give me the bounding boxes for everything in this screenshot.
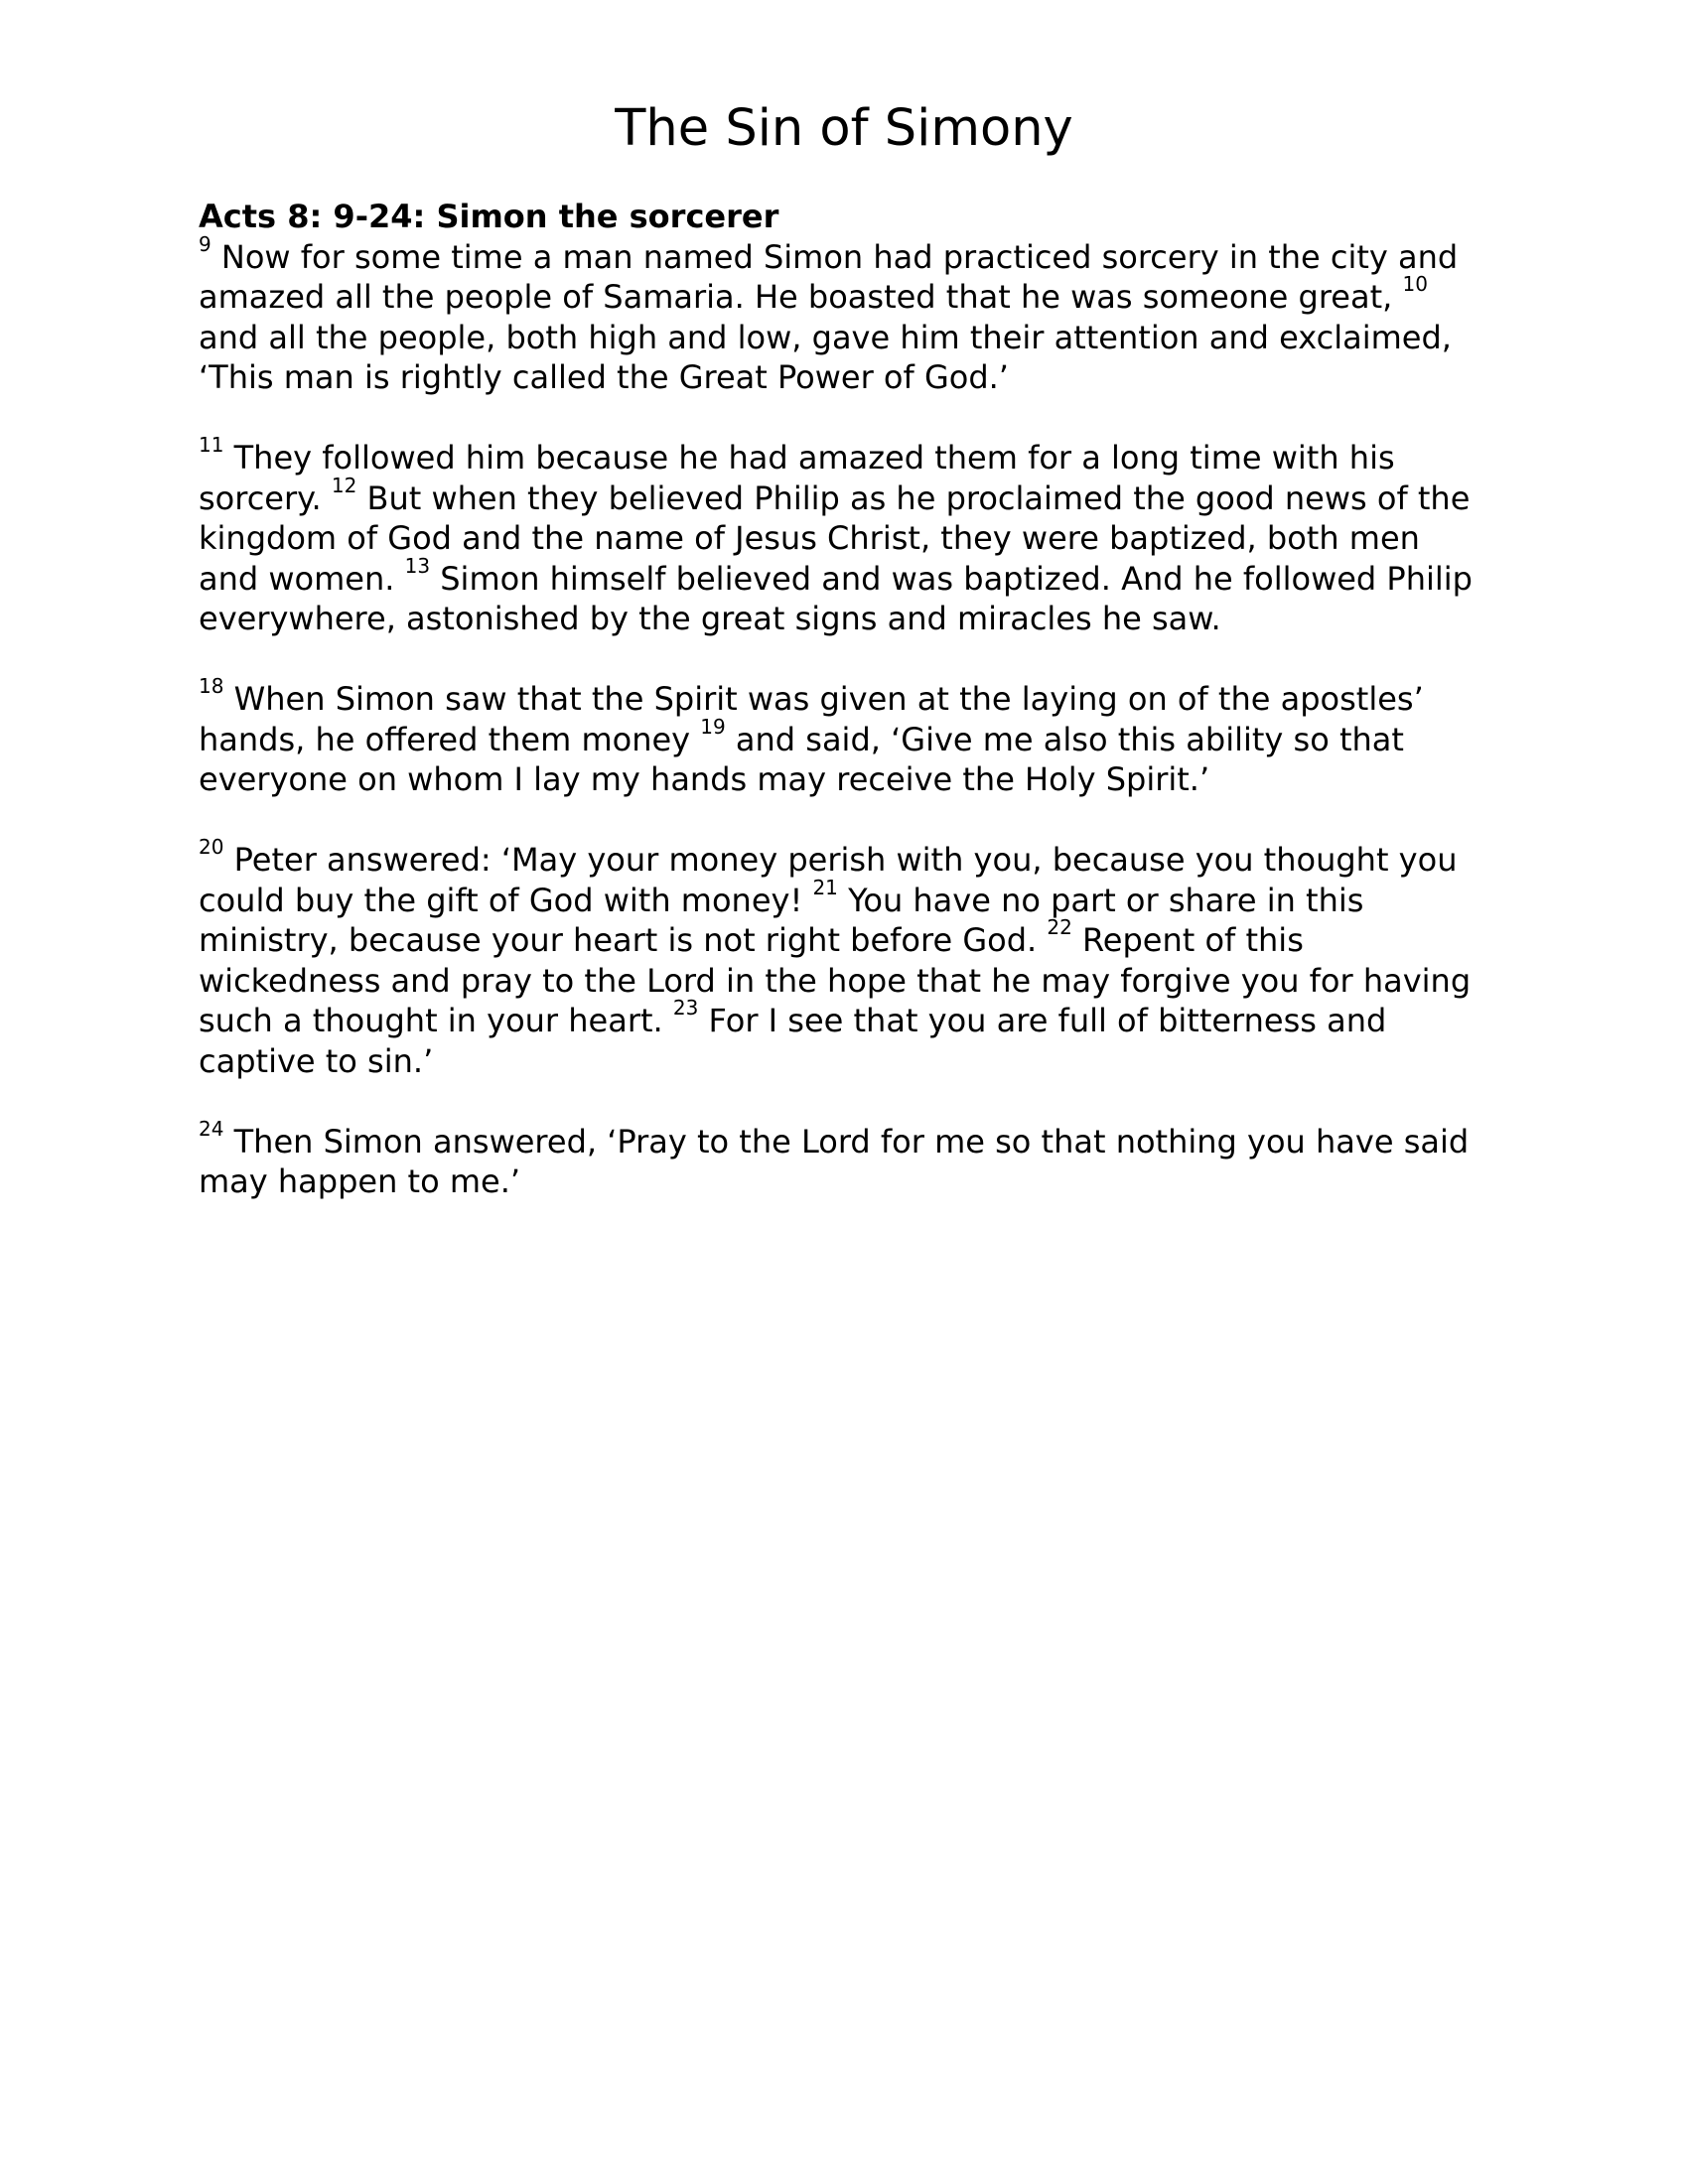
verse-text: and said, ‘Give me also this ability so that everyone on whom I lay my hands may receive the Holy Spirit.’ [199, 720, 1404, 798]
paragraph [199, 231, 1489, 398]
verse-number: 9 [199, 231, 211, 256]
paragraph [199, 433, 1489, 639]
verse-text: You have no part or share in this ministry, because your heart is not right before God. [199, 881, 1364, 959]
verse-text: But when they believed Philip as he proclaimed the good news of the kingdom of God and the name of Jesus Christ, they were baptized, both men and women. [199, 478, 1471, 598]
verse-text: Repent of this wickedness and pray to the Lord in the hope that he may forgive you for having such a thought in your heart. [199, 921, 1472, 1039]
verse-number: 20 [199, 835, 224, 859]
verse-number: 24 [199, 1116, 224, 1141]
verse-text: For I see that you are full of bitterness and captive to sin.’ [199, 1002, 1387, 1080]
verse-text: When Simon saw that the Spirit was given at the laying on of the apostles’ hands, he offered them money [199, 680, 1424, 758]
verse-text: and all the people, both high and low, gave him their attention and exclaimed, ‘This man is rightly called the Great Power of God.’ [199, 318, 1452, 396]
verse-number: 12 [331, 473, 357, 497]
verse-number: 21 [812, 875, 838, 899]
verse-number: 11 [199, 433, 224, 457]
verse-number: 18 [199, 674, 224, 698]
verse-number: 22 [1047, 915, 1072, 939]
paragraph [199, 674, 1489, 800]
verse-text: They followed him because he had amazed them for a long time with his sorcery. [199, 439, 1395, 517]
document-body [199, 197, 1489, 1242]
verse-number: 23 [672, 996, 699, 1020]
passage-heading: Acts 8: 9-24: Simon the sorcerer [199, 198, 779, 235]
verse-number: 19 [700, 714, 726, 739]
verse-text: Now for some time a man named Simon had practiced sorcery in the city and amazed all the people of Samaria. He boasted that he was someone great, [199, 237, 1459, 316]
verse-text: Peter answered: ‘May your money perish with you, because you thought you could buy the gift of God with money! [199, 841, 1458, 919]
verse-number: 13 [404, 553, 431, 578]
paragraph [199, 835, 1489, 1081]
verse-number: 10 [1402, 272, 1428, 296]
paragraph [199, 1116, 1489, 1202]
verse-text: Then Simon answered, ‘Pray to the Lord for me so that nothing you have said may happen to me.’ [199, 1122, 1470, 1200]
page-title: The Sin of Simony [615, 99, 1073, 158]
verse-text: Simon himself believed and was baptized. And he followed Philip everywhere, astonished by the great signs and miracles he saw. [199, 559, 1473, 637]
